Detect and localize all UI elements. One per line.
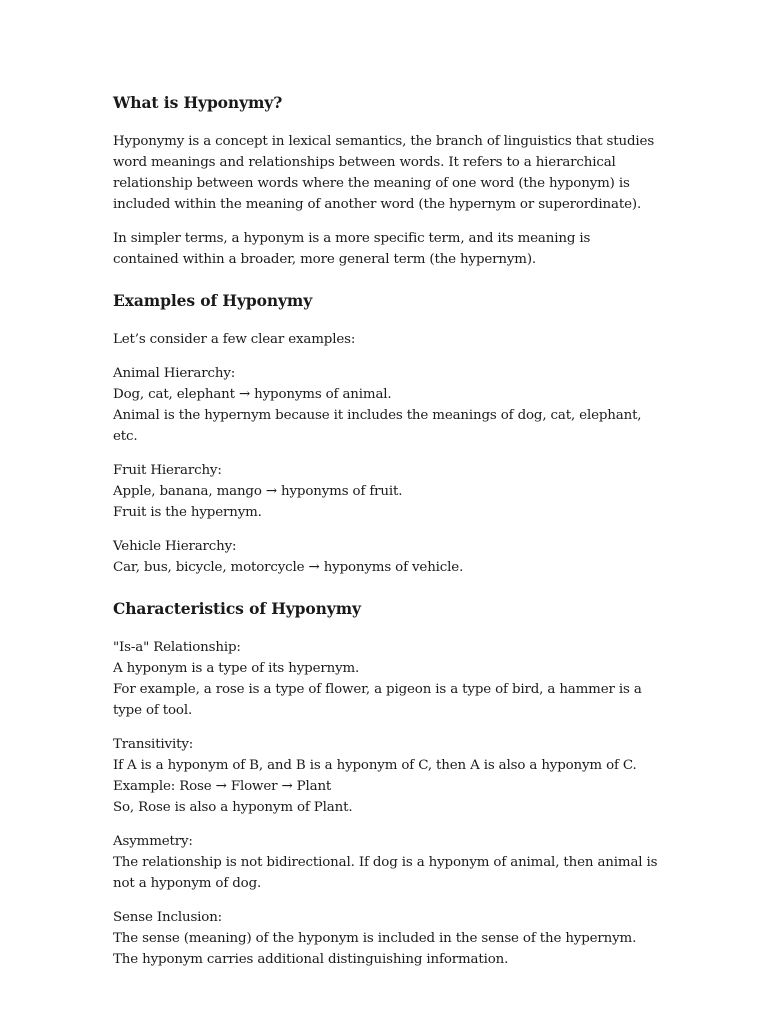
- characteristic-asymmetry: [113, 831, 658, 894]
- example-vehicle-title: Vehicle Hierarchy:: [113, 539, 237, 554]
- example-animal-line1: Dog, cat, elephant → hyponyms of animal.: [113, 387, 392, 402]
- paragraph-examples-intro: Let’s consider a few clear examples:: [113, 332, 356, 347]
- example-animal: [113, 363, 658, 447]
- example-fruit-title: Fruit Hierarchy:: [113, 463, 222, 478]
- example-animal-line2: Animal is the hypernym because it includes the meanings of dog, cat, elephant, etc.: [113, 408, 642, 444]
- characteristic-transitivity-line2: Example: Rose → Flower → Plant: [113, 779, 332, 794]
- characteristic-isa-line1: A hyponym is a type of its hypernym.: [113, 661, 360, 676]
- heading-what-is-hyponymy: What is Hyponymy?: [113, 93, 283, 112]
- paragraph-simpler-terms: In simpler terms, a hyponym is a more specific term, and its meaning is contained within a broader, more general term (the hypernym).: [113, 231, 591, 267]
- example-fruit: [113, 460, 658, 523]
- heading-examples: Examples of Hyponymy: [113, 291, 313, 310]
- characteristic-asymmetry-line1: The relationship is not bidirectional. If dog is a hyponym of animal, then animal is not a hyponym of dog.: [113, 855, 658, 891]
- heading-characteristics: Characteristics of Hyponymy: [113, 599, 361, 618]
- characteristic-sense-title: Sense Inclusion:: [113, 910, 223, 925]
- characteristic-isa-line2: For example, a rose is a type of flower, a pigeon is a type of bird, a hammer is a type of tool.: [113, 682, 642, 718]
- paragraph-definition: Hyponymy is a concept in lexical semantics, the branch of linguistics that studies word meanings and relationships between words. It refers to a hierarchical relationship between words where the meaning of one word (the hyponym) is included within the meaning of another word (the hypernym or superordinate).: [113, 134, 655, 212]
- characteristic-transitivity: [113, 734, 658, 818]
- document-page: [113, 92, 658, 983]
- characteristic-transitivity-title: Transitivity:: [113, 737, 194, 752]
- example-fruit-line2: Fruit is the hypernym.: [113, 505, 262, 520]
- example-vehicle-line1: Car, bus, bicycle, motorcycle → hyponyms of vehicle.: [113, 560, 464, 575]
- characteristic-asymmetry-title: Asymmetry:: [113, 834, 193, 849]
- characteristic-transitivity-line3: So, Rose is also a hyponym of Plant.: [113, 800, 353, 815]
- characteristic-isa: [113, 637, 658, 721]
- characteristic-sense-line1: The sense (meaning) of the hyponym is included in the sense of the hypernym. The hyponym carries additional distinguishing information.: [113, 931, 637, 967]
- example-animal-title: Animal Hierarchy:: [113, 366, 236, 381]
- example-vehicle: [113, 536, 658, 578]
- characteristic-sense-inclusion: [113, 907, 658, 970]
- characteristic-transitivity-line1: If A is a hyponym of B, and B is a hyponym of C, then A is also a hyponym of C.: [113, 758, 637, 773]
- example-fruit-line1: Apple, banana, mango → hyponyms of fruit.: [113, 484, 403, 499]
- characteristic-isa-title: "Is-a" Relationship:: [113, 640, 241, 655]
